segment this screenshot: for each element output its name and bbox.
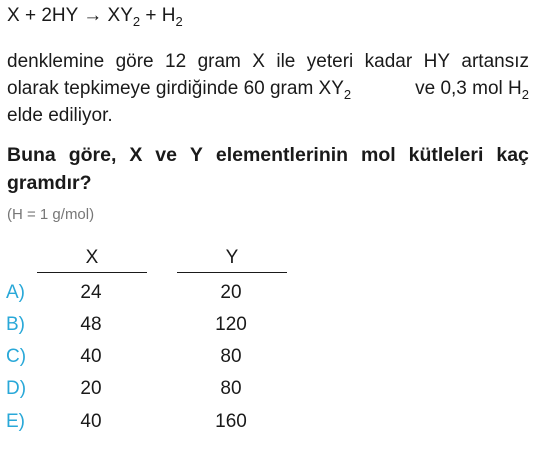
question-word: elementlerinin [215,144,349,166]
column-y-underline [177,272,287,273]
option-x-value: 40 [80,346,102,367]
option-y-value: 160 [215,411,247,432]
option-x-value: 40 [80,411,102,432]
option-y-value: 20 [220,282,242,303]
equation-product-2-subscript: 2 [175,14,183,29]
equation-product-1-subscript: 2 [132,14,141,29]
problem-statement [7,48,529,129]
question-line-1 [7,141,529,169]
answer-option-e[interactable] [0,410,533,434]
statement-line-2-part-1 [7,75,351,102]
option-letter: D) [6,378,27,399]
statement-line-1 [7,48,529,75]
column-x-underline [37,272,147,273]
option-x-value: 20 [80,378,102,399]
option-letter: A) [6,282,25,303]
statement-word: ile [276,51,296,72]
statement-word: gram [197,51,241,72]
statement-line-2 [7,75,529,102]
statement-word: kadar [364,51,413,72]
statement-word: göre [115,51,154,72]
statement-word: HY [423,51,450,72]
statement-word: artansız [461,51,529,72]
option-y-value: 120 [215,314,247,335]
answer-option-a[interactable] [0,281,533,305]
question-word: kaç [496,144,529,166]
equation-product-2: H [161,5,176,26]
statement-line-3 [7,102,529,129]
statement-word: X [252,51,265,72]
column-header-y: Y [225,247,239,268]
answer-option-b[interactable] [0,313,533,337]
question-word: ve [155,144,177,166]
statement-word: yeteri [306,51,354,72]
question-prompt [7,141,529,197]
question-word: kütleleri [408,144,484,166]
given-data-note: (H = 1 g/mol) [7,206,95,223]
answer-option-c[interactable] [0,345,533,369]
option-letter: C) [6,346,27,367]
option-y-value: 80 [220,346,242,367]
question-word: göre, [68,144,117,166]
question-word: Y [189,144,203,166]
statement-word: 12 [165,51,187,72]
statement-word: denklemine [7,51,105,72]
equation-plus: + [145,5,157,26]
question-line-2 [7,169,529,197]
column-header-x: X [85,247,99,268]
statement-subscript: 2 [521,87,529,102]
question-text: gramdır? [7,172,92,194]
statement-text: olarak tepkimeye girdiğinde 60 gram XY [7,78,344,99]
question-word: mol [361,144,396,166]
statement-line-2-part-2 [415,75,529,102]
reaction-arrow-icon: → [83,5,103,26]
statement-text: elde ediliyor. [7,105,113,126]
reaction-equation [7,4,183,28]
option-x-value: 48 [80,314,102,335]
option-letter: B) [6,314,25,335]
equation-product-1: XY [107,5,133,26]
question-word: Buna [7,144,56,166]
option-y-value: 80 [220,378,242,399]
option-letter: E) [6,411,25,432]
equation-reactants: X + 2HY [7,5,78,26]
answer-option-d[interactable] [0,377,533,401]
statement-subscript: 2 [343,87,352,102]
statement-text: ve 0,3 mol H [415,78,522,99]
option-x-value: 24 [80,282,102,303]
question-word: X [129,144,143,166]
